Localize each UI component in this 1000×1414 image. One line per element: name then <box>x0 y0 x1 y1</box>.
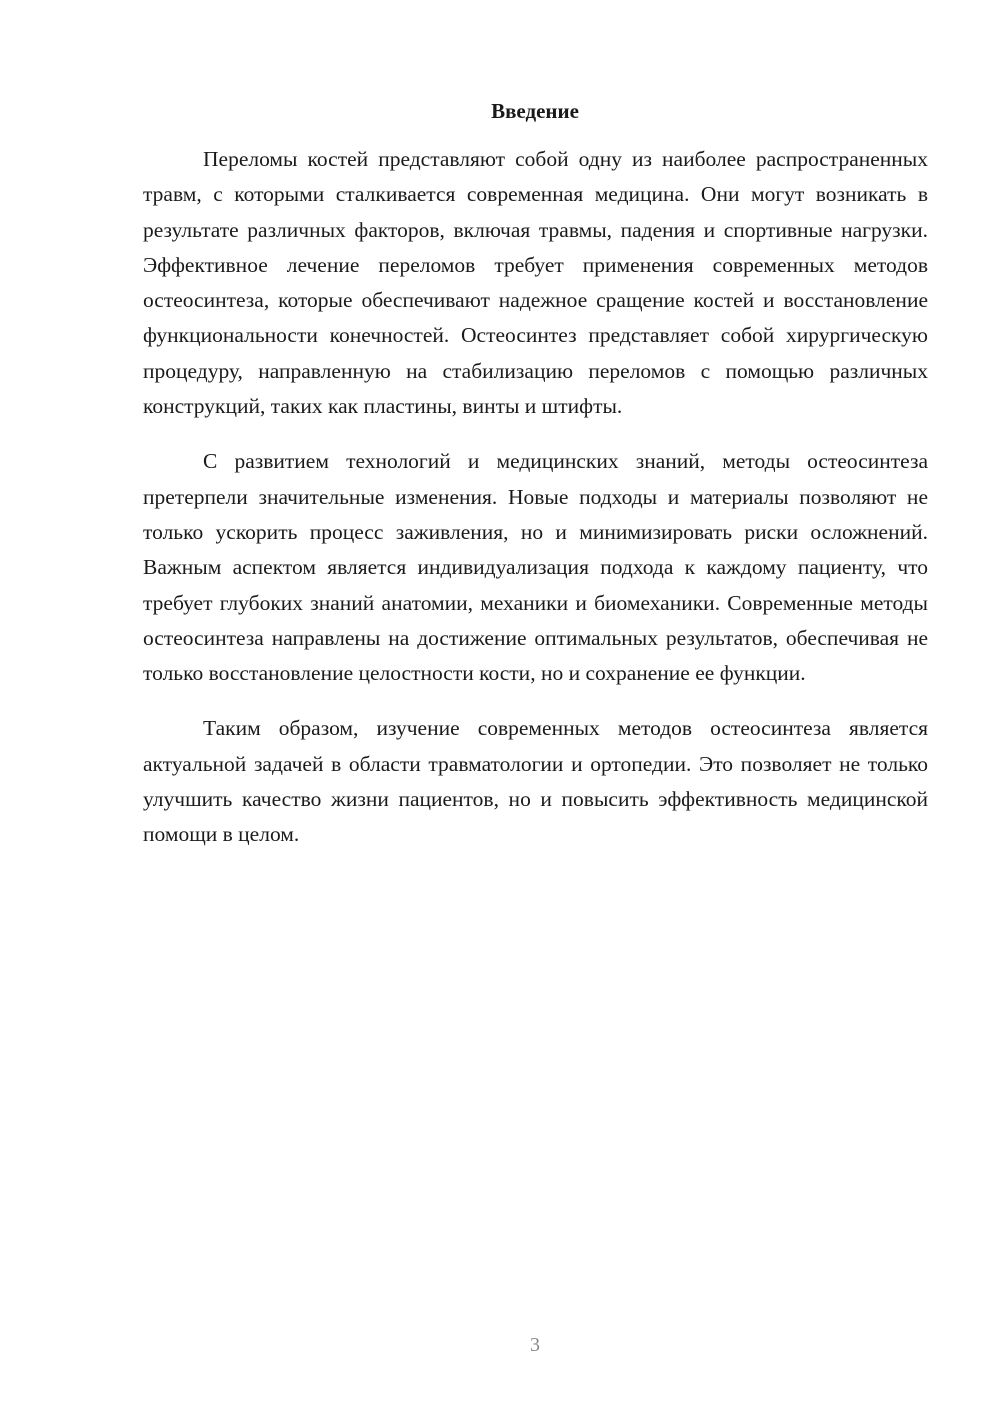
paragraph-3: Таким образом, изучение современных методов остеосинтеза является актуальной задачей в области травматологии и ортопедии. Это позволяет не только улучшить качество жизни пациентов, но и повысить эффективность медицинской помощи в целом. <box>143 716 928 847</box>
paragraph-2: С развитием технологий и медицинских знаний, методы остеосинтеза претерпели значительные изменения. Новые подходы и материалы позволяют не только ускорить процесс заживления, но и минимизировать риски осложнений. Важным аспектом является индивидуализация подхода к каждому пациенту, что требует глубоких знаний анатомии, механики и биомеханики. Современные методы остеосинтеза направлены на достижение оптимальных результатов, обеспечивая не только восстановление целостности кости, но и сохранение ее функции. <box>143 449 928 686</box>
body-text <box>143 142 928 873</box>
paragraph-1: Переломы костей представляют собой одну из наиболее распространенных травм, с которыми сталкивается современная медицина. Они могут возникать в результате различных факторов, включая травмы, падения и спортивные нагрузки. Эффективное лечение переломов требует применения современных методов остеосинтеза, которые обеспечивают надежное сращение костей и восстановление функциональности конечностей. Остеосинтез представляет собой хирургическую процедуру, направленную на стабилизацию переломов с помощью различных конструкций, таких как пластины, винты и штифты. <box>143 147 928 419</box>
section-heading: Введение <box>491 99 579 123</box>
page-number: 3 <box>530 1334 540 1356</box>
